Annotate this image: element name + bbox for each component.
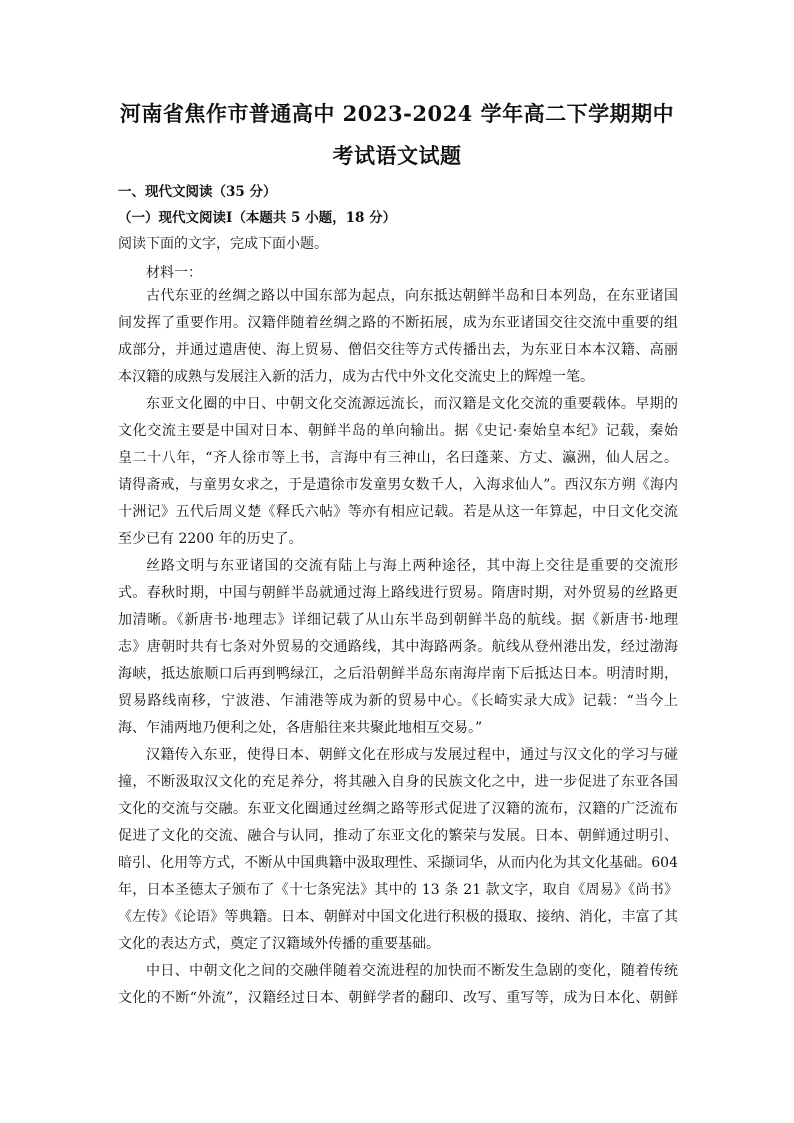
text-line: 东亚文化圈的中日、中朝文化交流源远流长，而汉籍是文化交流的重要载体。早期的 — [146, 396, 678, 412]
text-line: 间发挥了重要作用。汉籍伴随着丝绸之路的不断拓展，成为东亚诸国交往交流中重要的组 — [118, 315, 678, 331]
document-title-line-2: 考试语文试题 — [332, 143, 462, 168]
document-title-line-1: 河南省焦作市普通高中 2023-2024 学年高二下学期期中 — [119, 101, 675, 126]
text-line: 文化的表达方式，奠定了汉籍域外传播的重要基础。 — [118, 936, 440, 952]
text-line: 丝路文明与东亚诸国的交流有陆上与海上两种途径，其中海上交往是重要的交流形 — [146, 558, 678, 574]
text-line: 中日、中朝文化之间的交融伴随着交流进程的加快而不断发生急剧的变化，随着传统 — [146, 963, 678, 979]
text-line: 至少已有 2200 年的历史了。 — [118, 531, 303, 547]
text-line: 古代东亚的丝绸之路以中国东部为起点，向东抵达朝鲜半岛和日本列岛，在东亚诸国 — [146, 288, 678, 304]
text-line: 促进了文化的交流、融合与认同，推动了东亚文化的繁荣与发展。日本、朝鲜通过明引、 — [118, 828, 678, 844]
text-line: 加清晰。《新唐书·地理志》详细记载了从山东半岛到朝鲜半岛的航线。据《新唐书·地理 — [118, 612, 678, 628]
text-line: 十洲记》五代后周义楚《释氏六帖》等亦有相应记载。若是从这一年算起，中日文化交流 — [118, 504, 678, 520]
text-line: 暗引、化用等方式，不断从中国典籍中汲取理性、采撷词华，从而内化为其文化基础。604 — [118, 855, 678, 871]
material-label: 材料一： — [146, 265, 202, 281]
text-line: 撞，不断汲取汉文化的充足养分，将其融入自身的民族文化之中，进一步促进了东亚各国 — [118, 774, 678, 790]
text-line: 本汉籍的成熟与发展注入新的活力，成为古代中外文化交流史上的辉煌一笔。 — [118, 369, 594, 385]
text-line: 汉籍传入东亚，使得日本、朝鲜文化在形成与发展过程中，通过与汉文化的学习与碰 — [146, 747, 678, 763]
text-line: 年，日本圣德太子颁布了《十七条宪法》其中的 13 条 21 款文字，取自《周易》《尚书》 — [118, 882, 678, 898]
text-line: 《左传》《论语》等典籍。日本、朝鲜对中国文化进行积极的摄取、接纳、消化，丰富了其 — [118, 909, 678, 925]
text-line: 文化的不断“外流”，汉籍经过日本、朝鲜学者的翻印、改写、重写等，成为日本化、朝鲜 — [118, 990, 678, 1006]
text-line: 请得斋戒，与童男女求之，于是遣徐市发童男女数千人，入海求仙人”。西汉东方朔《海内 — [118, 477, 678, 493]
text-line: 贸易路线南移，宁波港、乍浦港等成为新的贸易中心。《长崎实录大成》记载：“当今上 — [118, 693, 678, 709]
text-line: 文化的交流与交融。东亚文化圈通过丝绸之路等形式促进了汉籍的流布，汉籍的广泛流布 — [118, 801, 678, 817]
reading-instruction: 阅读下面的文字，完成下面小题。 — [118, 236, 328, 252]
subsection-heading: （一）现代文阅读Ⅰ（本题共 5 小题，18 分） — [118, 210, 397, 226]
section-heading: 一、现代文阅读（35 分） — [118, 184, 277, 200]
text-line: 文化交流主要是中国对日本、朝鲜半岛的单向输出。据《史记·秦始皇本纪》记载，秦始 — [118, 423, 678, 439]
text-line: 皇二十八年，“齐人徐市等上书，言海中有三神山，名曰蓬莱、方丈、瀛洲，仙人居之。 — [118, 450, 678, 466]
text-line: 志》唐朝时共有七条对外贸易的交通路线，其中海路两条。航线从登州港出发，经过渤海 — [118, 639, 678, 655]
text-line: 海、乍浦两地乃便利之处，各唐船往来共聚此地相互交易。” — [118, 720, 483, 736]
text-line: 海峡，抵达旅顺口后再到鸭绿江，之后沿朝鲜半岛东南海岸南下后抵达日本。明清时期， — [118, 666, 678, 682]
text-line: 式。春秋时期，中国与朝鲜半岛就通过海上路线进行贸易。隋唐时期，对外贸易的丝路更 — [118, 585, 678, 601]
text-line: 成部分，并通过遣唐使、海上贸易、僧侣交往等方式传播出去，为东亚日本本汉籍、高丽 — [118, 342, 678, 358]
